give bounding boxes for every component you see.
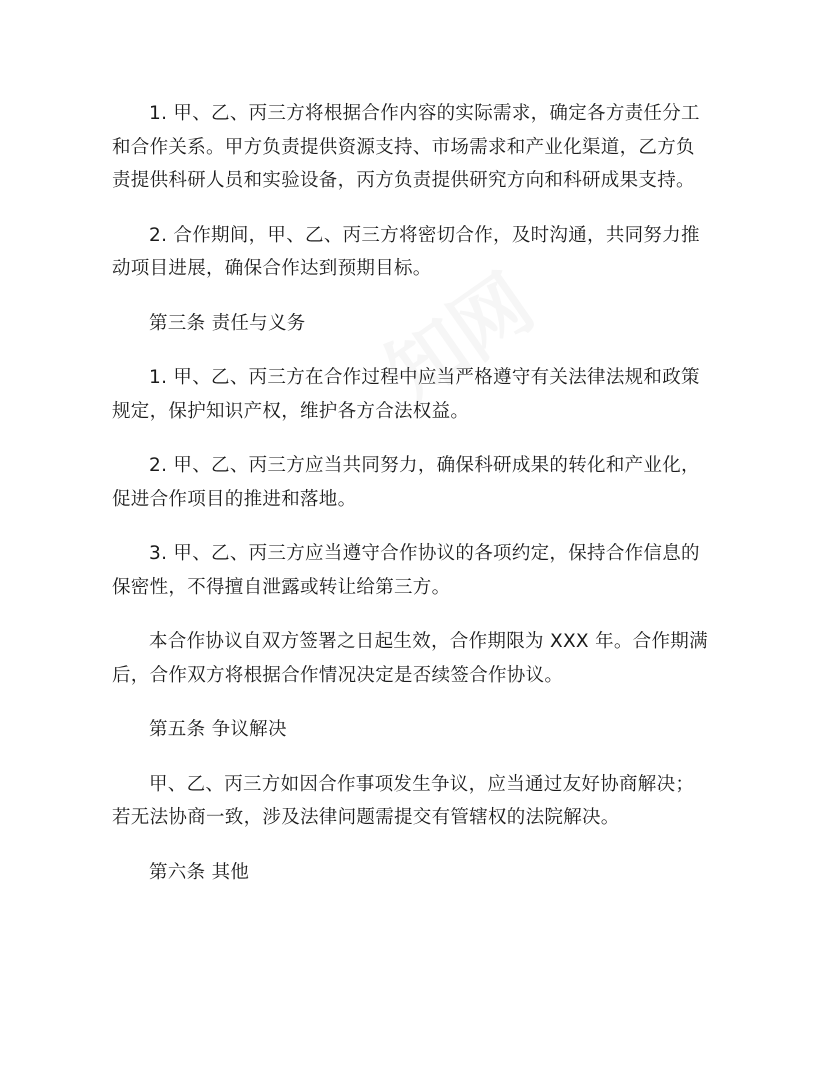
term-paragraph: 本合作协议自双方签署之日起生效，合作期限为 XXX 年。合作期满后，合作双方将根据合作情况决定是否续签合作协议。	[112, 631, 708, 686]
clause-3-item-2: 2. 甲、乙、丙三方应当共同努力，确保科研成果的转化和产业化，促进合作项目的推进和落地。	[112, 455, 700, 510]
clause-3-item-1: 1. 甲、乙、丙三方在合作过程中应当严格遵守有关法律法规和政策规定，保护知识产权，维护各方合法权益。	[112, 367, 700, 422]
clause-2-item-1: 1. 甲、乙、丙三方将根据合作内容的实际需求，确定各方责任分工和合作关系。甲方负责提供资源支持、市场需求和产业化渠道，乙方负责提供科研人员和实验设备，丙方负责提供研究方向和科研成果支持。	[112, 103, 700, 191]
clause-2-item-2: 2. 合作期间，甲、乙、丙三方将密切合作，及时沟通，共同努力推动项目进展，确保合作达到预期目标。	[112, 224, 700, 279]
section-heading-3: 第三条 责任与义务	[149, 312, 306, 334]
document-body	[112, 97, 712, 910]
section-heading-6: 第六条 其他	[149, 861, 250, 883]
dispute-paragraph: 甲、乙、丙三方如因合作事项发生争议，应当通过友好协商解决；若无法协商一致，涉及法律问题需提交有管辖权的法院解决。	[112, 773, 695, 828]
clause-3-item-3: 3. 甲、乙、丙三方应当遵守合作协议的各项约定，保持合作信息的保密性，不得擅自泄露或转让给第三方。	[112, 543, 700, 598]
section-heading-5: 第五条 争议解决	[149, 719, 287, 740]
